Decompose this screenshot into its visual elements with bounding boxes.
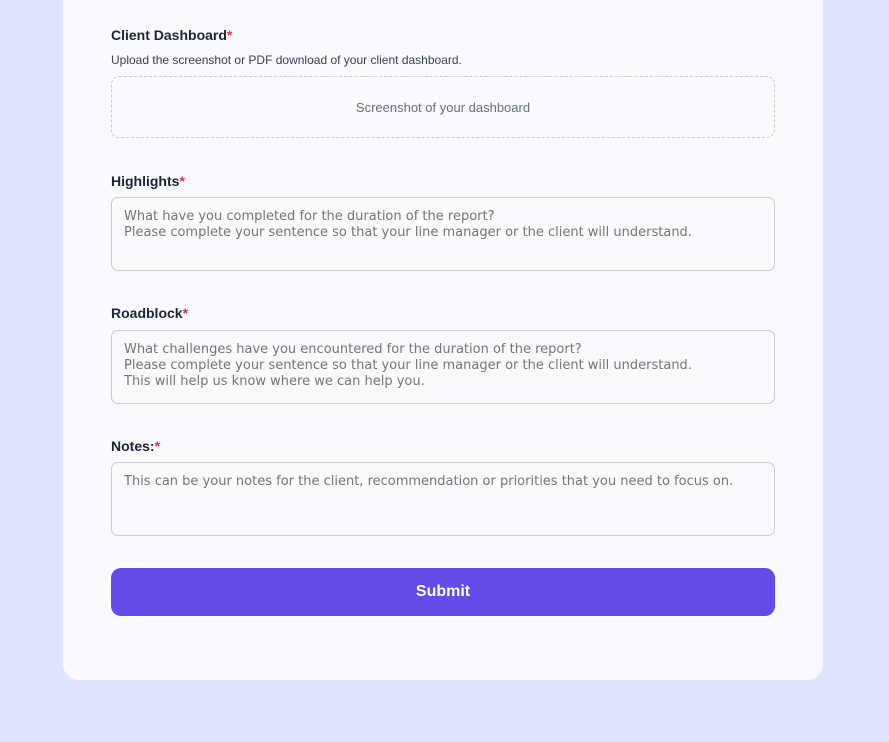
highlights-textarea[interactable] bbox=[111, 197, 775, 271]
highlights-field bbox=[111, 172, 775, 190]
client-dashboard-field bbox=[111, 26, 775, 115]
required-asterisk: * bbox=[179, 173, 185, 189]
notes-textarea[interactable] bbox=[111, 462, 775, 536]
roadblock-field bbox=[111, 304, 775, 322]
client-dashboard-label: Client Dashboard* bbox=[111, 27, 233, 43]
required-asterisk: * bbox=[182, 305, 189, 321]
form-card bbox=[63, 0, 823, 680]
dashboard-upload-dropzone[interactable] bbox=[111, 76, 775, 138]
notes-field bbox=[111, 437, 775, 455]
required-asterisk: * bbox=[226, 27, 233, 43]
submit-button[interactable]: Submit bbox=[111, 568, 775, 616]
roadblock-textarea[interactable] bbox=[111, 330, 775, 404]
notes-label: Notes:* bbox=[111, 438, 161, 454]
dropzone-text: Screenshot of your dashboard bbox=[355, 99, 531, 115]
client-dashboard-help-text: Upload the screenshot or PDF download of your client dashboard. bbox=[111, 53, 462, 67]
highlights-label: Highlights* bbox=[111, 173, 185, 189]
required-asterisk: * bbox=[154, 438, 161, 454]
roadblock-label: Roadblock* bbox=[111, 305, 189, 321]
